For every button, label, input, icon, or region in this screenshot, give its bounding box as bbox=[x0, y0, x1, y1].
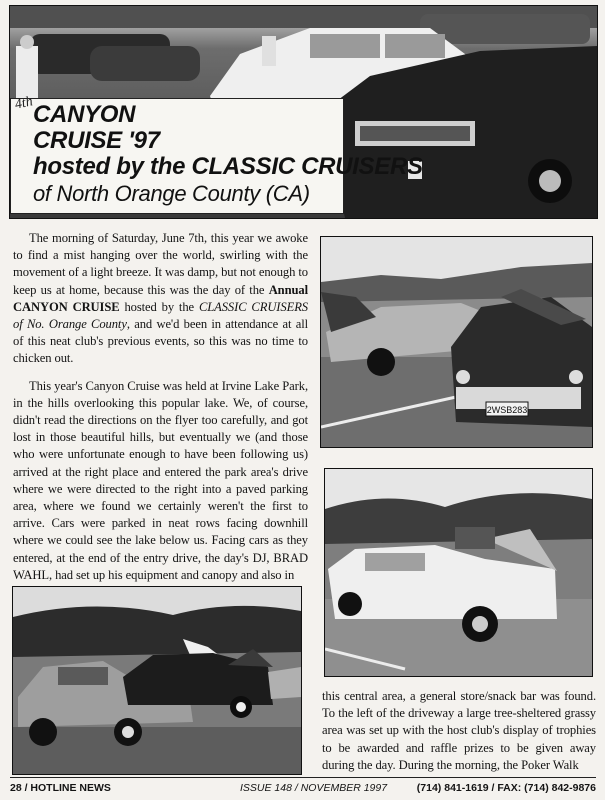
edition-mark: 4th bbox=[13, 94, 35, 113]
headline-line-3: hosted by the CLASSIC CRUISERS bbox=[33, 153, 423, 180]
headline-line-4: of North Orange County (CA) bbox=[33, 181, 310, 206]
footer-page-number: 28 / HOTLINE NEWS bbox=[10, 782, 111, 794]
article-paragraph-2: This year's Canyon Cruise was held at Irvine Lake Park, in the hills overlooking this popular lake. We, of course, didn't read the directions on the flyer too carefully, and got lost in those beautiful hills, but eventually we (and those who were unfortunate enough to have been following us) arrived at the right place and entered the park area's drive where we were directed to the right into a paved parking area, where we found we certainly weren't the first to arrive. Cars were parked in neat rows facing downhill where we could see the lake below us. Facing cars as they entered, at the end of the entry drive, the day's DJ, BRAD WAHL, had set up his equipment and canopy and also in bbox=[13, 378, 308, 582]
headline-line-2: CRUISE '97 bbox=[33, 127, 160, 154]
article-column-2 bbox=[322, 688, 596, 774]
photo-right-middle bbox=[324, 468, 593, 677]
headline-box bbox=[10, 94, 423, 214]
license-plate: 2WSB283 bbox=[486, 405, 528, 415]
photo-right-top bbox=[320, 236, 593, 448]
article-paragraph-2-continued: this central area, a general store/snack bar was found. To the left of the driveway a large tree-sheltered grassy area was set up with the host club's display of trophies to be awarded and raffle prizes to be given away during the day. During the morning, the Poker Walk bbox=[322, 689, 596, 772]
article-column-1 bbox=[13, 230, 308, 584]
club-name: CLASSIC CRUISERS of No. Orange County bbox=[13, 299, 308, 332]
event-name: Annual CANYON CRUISE bbox=[13, 282, 308, 314]
footer-phone: (714) 841-1619 / FAX: (714) 842-9876 bbox=[416, 782, 596, 794]
photo-bottom-left bbox=[12, 586, 302, 775]
footer-issue: ISSUE 148 / NOVEMBER 1997 bbox=[240, 782, 388, 794]
headline-line-1: CANYON bbox=[33, 101, 136, 128]
page-footer bbox=[10, 777, 596, 796]
article-paragraph-1: The morning of Saturday, June 7th, this year we awoke to find a mist hanging over the world, swirling with the movement of a light breeze. It was damp, but not enough to keep us at home, because this was the day of the Annual CANYON CRUISE hosted by the CLASSIC CRUISERS of No. Orange County, and we'd been in attendance at all of this neat club's previous events, so this was no time to chicken out. bbox=[13, 231, 308, 366]
